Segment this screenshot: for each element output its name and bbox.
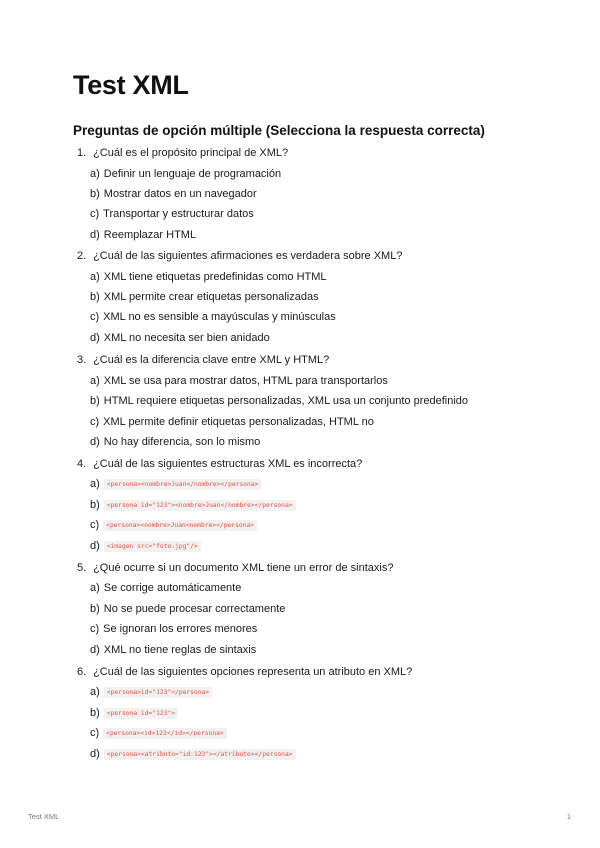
option-letter: d): [90, 540, 100, 552]
question-3: [77, 354, 329, 366]
code-snippet: <persona><id>123</id></persona>: [103, 728, 227, 739]
option-letter: a): [90, 375, 100, 387]
option-letter: c): [90, 208, 100, 220]
question-text: ¿Cuál de las siguientes opciones representa un atributo en XML?: [93, 666, 413, 678]
option-5d: [90, 644, 256, 656]
question-5: [77, 562, 393, 574]
question-text: ¿Cuál de las siguientes afirmaciones es verdadera sobre XML?: [93, 250, 403, 262]
option-text: Se corrige automáticamente: [103, 582, 242, 594]
option-letter: b): [90, 188, 100, 200]
question-text: ¿Cuál es la diferencia clave entre XML y HTML?: [93, 354, 330, 366]
option-text: XML tiene etiquetas predefinidas como HTML: [103, 271, 327, 283]
option-text: Definir un lenguaje de programación: [103, 168, 282, 180]
option-3d: [90, 436, 260, 448]
option-letter: d): [90, 332, 100, 344]
option-letter: b): [90, 291, 100, 303]
question-number: 6.: [77, 666, 87, 678]
question-text: ¿Cuál es el propósito principal de XML?: [93, 147, 289, 159]
option-letter: c): [90, 311, 100, 323]
option-text: Reemplazar HTML: [103, 229, 197, 241]
option-letter: b): [90, 707, 100, 719]
option-text: XML permite definir etiquetas personalizadas, HTML no: [103, 416, 374, 428]
option-2a: [90, 271, 327, 283]
footer-title: Test XML: [28, 812, 60, 821]
option-text: HTML requiere etiquetas personalizadas, XML usa un conjunto predefinido: [103, 395, 469, 407]
option-3a: [90, 375, 388, 387]
option-letter: b): [90, 603, 100, 615]
option-text: XML no es sensible a mayúsculas y minúsculas: [103, 311, 336, 323]
option-letter: c): [90, 623, 100, 635]
option-5c: [90, 623, 257, 635]
option-letter: a): [90, 582, 100, 594]
question-text: ¿Qué ocurre si un documento XML tiene un error de sintaxis?: [93, 562, 394, 574]
option-1a: [90, 168, 281, 180]
option-letter: d): [90, 229, 100, 241]
option-text: XML no tiene reglas de sintaxis: [103, 644, 257, 656]
page-title: Test XML: [73, 70, 189, 100]
question-1: [77, 147, 288, 159]
option-1b: [90, 188, 257, 200]
option-6d: [90, 748, 296, 760]
question-number: 3.: [77, 354, 87, 366]
option-letter: a): [90, 168, 100, 180]
option-1d: [90, 229, 196, 241]
option-6c: [90, 727, 227, 739]
option-letter: a): [90, 271, 100, 283]
option-text: XML se usa para mostrar datos, HTML para transportarlos: [103, 375, 388, 387]
code-snippet: <persona>id="123"</persona>: [104, 687, 212, 698]
option-5a: [90, 582, 241, 594]
option-letter: b): [90, 499, 100, 511]
option-text: No hay diferencia, son lo mismo: [103, 436, 261, 448]
option-6a: [90, 686, 212, 698]
option-letter: d): [90, 436, 100, 448]
option-2d: [90, 332, 270, 344]
option-5b: [90, 603, 285, 615]
page-number: 1: [566, 812, 571, 821]
question-4: [77, 458, 362, 470]
option-2c: [90, 311, 336, 323]
option-4c: [90, 519, 257, 531]
question-6: [77, 666, 412, 678]
question-number: 2.: [77, 250, 87, 262]
option-text: Se ignoran los errores menores: [103, 623, 258, 635]
option-text: Mostrar datos en un navegador: [103, 188, 257, 200]
option-2b: [90, 291, 319, 303]
option-letter: c): [90, 519, 100, 531]
option-letter: b): [90, 395, 100, 407]
option-letter: d): [90, 644, 100, 656]
option-letter: a): [90, 478, 100, 490]
option-text: Transportar y estructurar datos: [103, 208, 254, 220]
question-number: 1.: [77, 147, 87, 159]
option-3c: [90, 416, 374, 428]
option-4a: [90, 478, 261, 490]
code-snippet: <persona id="123"><nombre>Juan</nombre></persona>: [104, 500, 296, 511]
option-letter: c): [90, 727, 100, 739]
question-2: [77, 250, 402, 262]
option-6b: [90, 707, 178, 719]
option-4d: [90, 540, 201, 552]
option-3b: [90, 395, 468, 407]
question-number: 5.: [77, 562, 87, 574]
option-4b: [90, 499, 296, 511]
code-snippet: <persona id="123">: [104, 708, 178, 719]
option-letter: a): [90, 686, 100, 698]
option-text: No se puede procesar correctamente: [103, 603, 286, 615]
option-letter: c): [90, 416, 100, 428]
section-title: Preguntas de opción múltiple (Selecciona la respuesta correcta): [73, 123, 485, 138]
option-letter: d): [90, 748, 100, 760]
code-snippet: <persona><nombre>Juan<nombre></persona>: [103, 520, 257, 531]
option-text: XML permite crear etiquetas personalizadas: [103, 291, 319, 303]
question-number: 4.: [77, 458, 87, 470]
code-snippet: <persona><nombre>Juan</nombre></persona>: [104, 479, 262, 490]
option-1c: [90, 208, 254, 220]
question-text: ¿Cuál de las siguientes estructuras XML es incorrecta?: [93, 458, 363, 470]
option-text: XML no necesita ser bien anidado: [103, 332, 270, 344]
code-snippet: <imagen src="foto.jpg"/>: [104, 541, 201, 552]
code-snippet: <persona><atributo="id:123"></atributo></persona>: [104, 749, 296, 760]
